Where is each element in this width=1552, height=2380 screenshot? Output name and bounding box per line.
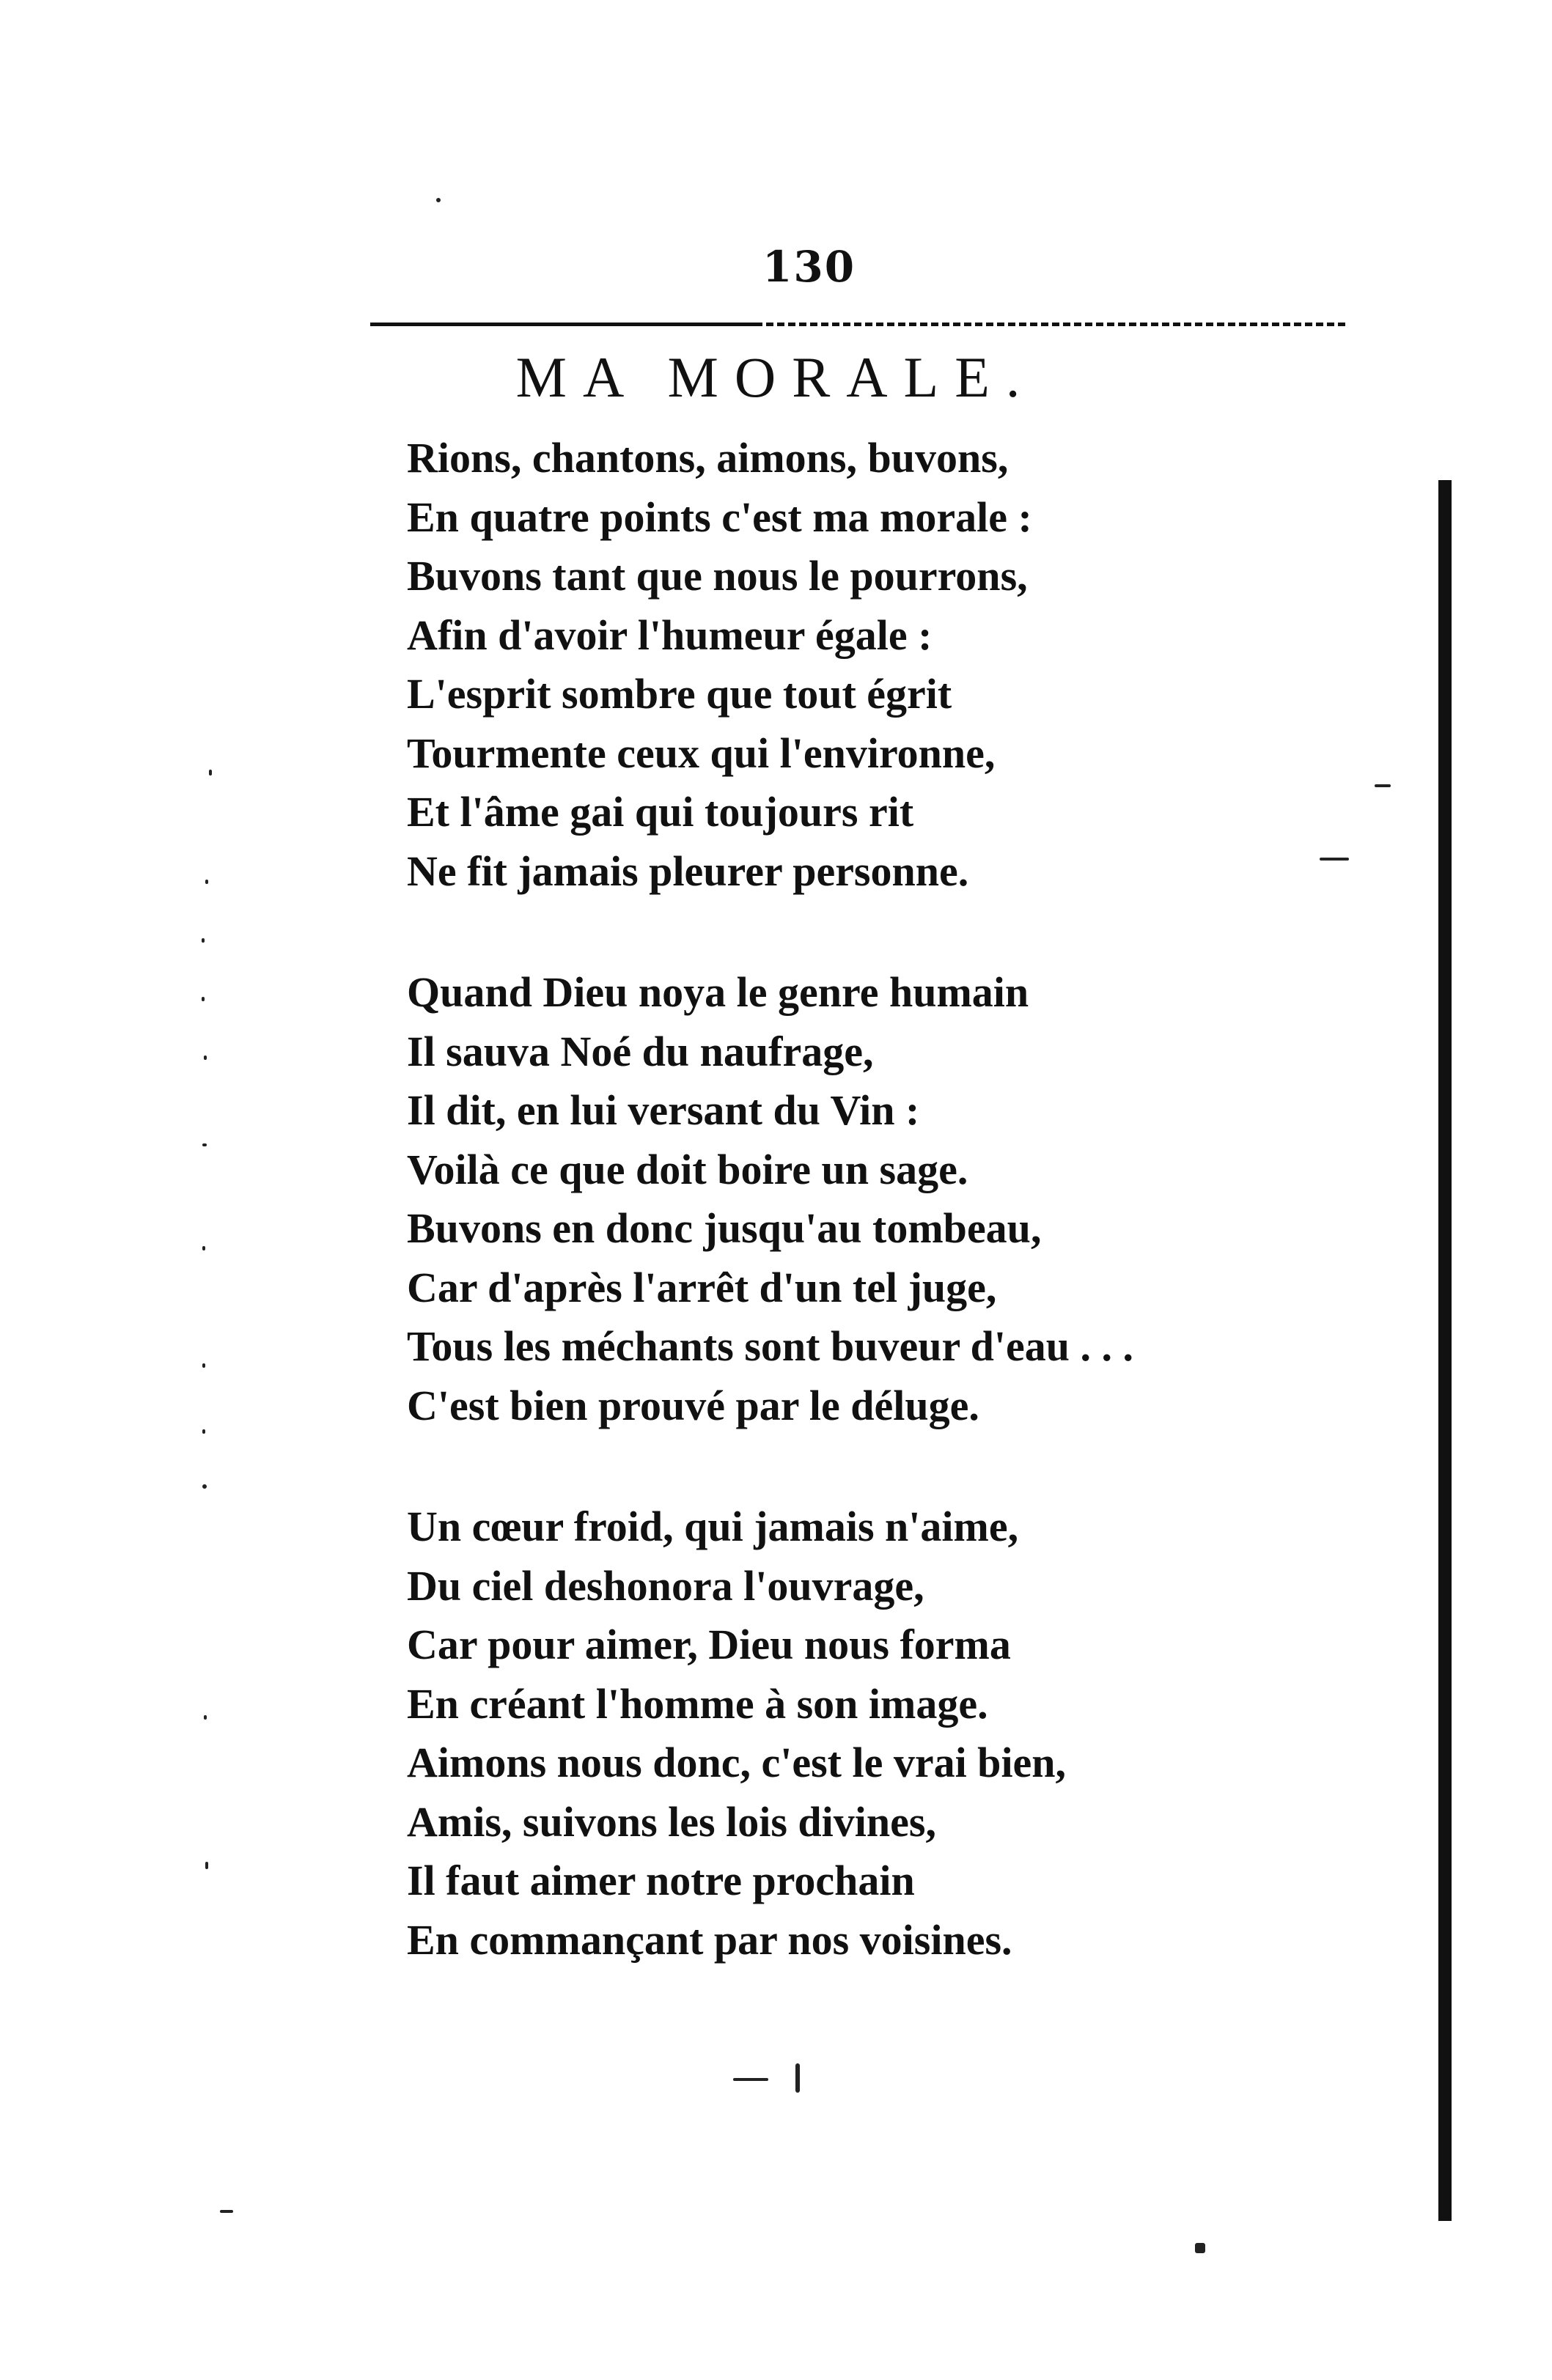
margin-bar xyxy=(1438,480,1452,2221)
poem-line: Ne fit jamais pleurer personne. xyxy=(407,847,969,895)
poem-line: Il faut aimer notre prochain xyxy=(407,1857,915,1904)
poem-line: En commançant par nos voisines. xyxy=(407,1915,1012,1964)
page-number: 130 xyxy=(762,242,856,292)
poem-line: Amis, suivons les lois divines, xyxy=(407,1797,936,1846)
scan-speck xyxy=(202,938,205,943)
poem xyxy=(407,429,1287,2032)
poem-line: C'est bien prouvé par le déluge. xyxy=(407,1381,979,1429)
scan-speck xyxy=(795,2063,800,2093)
scan-speck xyxy=(733,2078,768,2081)
scan-speck xyxy=(1375,784,1391,787)
poem-line: Quand Dieu noya le genre humain xyxy=(407,968,1029,1016)
scan-speck xyxy=(220,2210,233,2213)
poem-line: Aimons nous donc, c'est le vrai bien, xyxy=(407,1739,1067,1786)
scan-speck xyxy=(202,1429,205,1434)
scan-speck xyxy=(204,1715,207,1720)
poem-line: En quatre points c'est ma morale : xyxy=(407,493,1032,541)
scan-speck xyxy=(204,1055,207,1060)
scan-speck xyxy=(202,1363,205,1368)
poem-line: Du ciel deshonora l'ouvrage, xyxy=(407,1561,924,1610)
poem-line: Un cœur froid, qui jamais n'aime, xyxy=(407,1503,1019,1550)
poem-line: Et l'âme gai qui toujours rit xyxy=(407,788,914,836)
poem-line: Buvons tant que nous le pourrons, xyxy=(407,552,1028,600)
header-rule-dashed xyxy=(755,323,1345,326)
poem-line: Car d'après l'arrêt d'un tel juge, xyxy=(407,1263,997,1311)
poem-line: Rions, chantons, aimons, buvons, xyxy=(407,434,1009,482)
poem-line: Buvons en donc jusqu'au tombeau, xyxy=(407,1204,1042,1252)
poem-line: Il dit, en lui versant du Vin : xyxy=(407,1086,920,1134)
poem-line: En créant l'homme à son image. xyxy=(407,1679,988,1728)
scan-speck xyxy=(202,1246,205,1250)
scan-speck xyxy=(1195,2243,1205,2253)
scan-speck xyxy=(1320,858,1349,861)
poem-title: MA MORALE. xyxy=(515,345,1037,409)
poem-line: Afin d'avoir l'humeur égale : xyxy=(407,611,933,659)
stanza-1 xyxy=(407,429,1287,901)
scan-speck xyxy=(202,1143,207,1146)
poem-line: L'esprit sombre que tout égrit xyxy=(407,670,952,718)
poem-line: Tourmente ceux qui l'environne, xyxy=(407,729,996,777)
scan-speck xyxy=(202,997,205,1001)
poem-line: Voilà ce que doit boire un sage. xyxy=(407,1145,968,1193)
stanza-3 xyxy=(407,1497,1287,1970)
scan-speck xyxy=(205,880,208,884)
scan-speck xyxy=(209,770,212,775)
scan-speck xyxy=(436,198,441,202)
poem-line: Car pour aimer, Dieu nous forma xyxy=(407,1621,1011,1668)
scan-speck xyxy=(202,1484,207,1489)
poem-line: Il sauva Noé du naufrage, xyxy=(407,1027,874,1075)
scan-speck xyxy=(205,1862,208,1869)
poem-line: Tous les méchants sont buveur d'eau . . . xyxy=(407,1322,1134,1370)
stanza-2 xyxy=(407,963,1287,1435)
